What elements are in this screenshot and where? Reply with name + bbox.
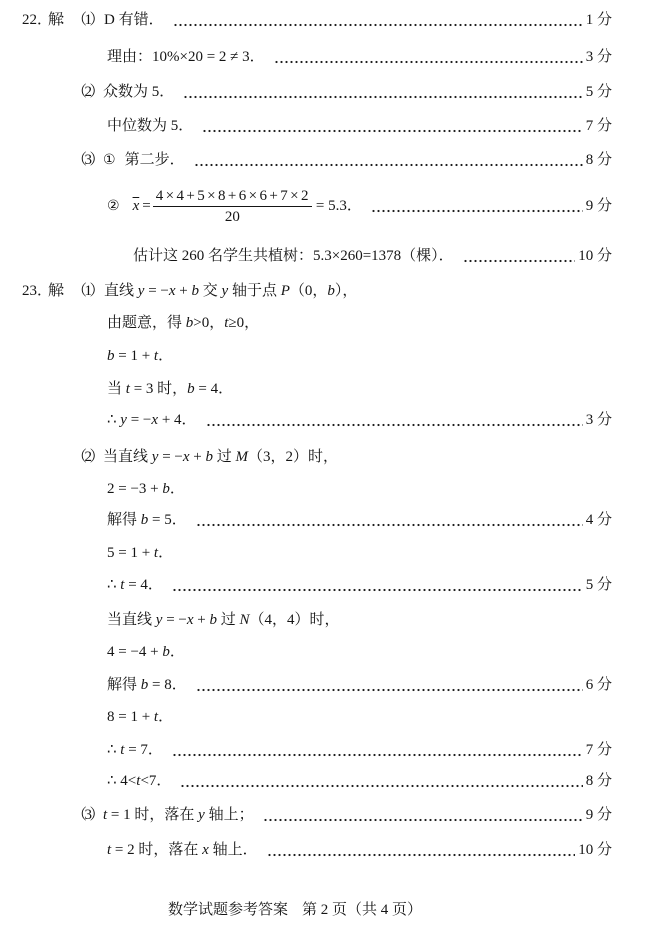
answer-text: b = 1 + t．: [107, 348, 174, 364]
dotted-leader: [183, 82, 582, 102]
part-label: （3）: [72, 152, 103, 168]
math-variable: b: [107, 348, 115, 364]
math-variable: y: [155, 612, 163, 628]
q23-part1-line-1: [22, 281, 612, 301]
q23-part2-line-2: [107, 479, 612, 499]
score-label: 9 分: [585, 198, 612, 214]
score-label: 8 分: [585, 773, 612, 789]
question-number: 23．: [22, 283, 53, 299]
fraction-denominator: 20: [224, 208, 240, 225]
math-variable: t: [153, 348, 159, 364]
math-variable: b: [327, 283, 335, 299]
math-variable: N: [239, 612, 250, 628]
math-variable: b: [185, 315, 194, 331]
math-variable: b: [191, 283, 199, 299]
score-label: 10 分: [578, 248, 612, 264]
score-label: 8 分: [585, 152, 612, 168]
part-label: （3）: [72, 807, 103, 823]
math-variable: x: [168, 283, 176, 299]
q23-part2-line-6: [107, 610, 612, 630]
math-variable: b: [205, 449, 213, 465]
page-number: 第 2 页（共 4 页）: [302, 902, 423, 918]
answer-text: ∴ y = −x + 4．: [107, 412, 197, 428]
math-variable: b: [140, 677, 149, 693]
mean-symbol: $\overline{x}$: [132, 198, 140, 214]
math-variable: P: [280, 283, 290, 299]
math-variable: b: [209, 612, 217, 628]
score-label: 7 分: [585, 742, 612, 758]
answer-text: 由题意，得 b>0，t≥0，: [107, 315, 260, 331]
q23-part3-line-1: [72, 805, 612, 825]
fraction-numerator: 4×4+5×8+6×6+7×2: [153, 187, 312, 207]
answer-text: 2 = −3 + b．: [107, 481, 185, 497]
equals-sign: =: [142, 198, 151, 214]
q22-part2-mode-line: [72, 82, 612, 102]
math-variable: y: [221, 283, 229, 299]
math-variable: b: [162, 481, 170, 497]
math-variable: t: [103, 807, 108, 823]
dotted-leader: [172, 575, 583, 595]
q23-part2-line-4: [107, 543, 612, 563]
score-label: 3 分: [585, 412, 612, 428]
q22-part3-step1-line: [72, 150, 612, 170]
q23-part2-line-10: [107, 740, 612, 760]
dotted-leader: [263, 805, 583, 825]
math-variable: t: [120, 577, 125, 593]
answer-text: 解得 b = 5．: [107, 512, 187, 528]
math-variable: t: [153, 709, 159, 725]
score-label: 9 分: [585, 807, 612, 823]
q23-part2-line-5: [107, 575, 612, 595]
answer-text: ∴ t = 4．: [107, 577, 163, 593]
fraction: [153, 187, 312, 226]
dotted-leader: [206, 410, 583, 430]
answer-text: 当 t = 3 时，b = 4．: [107, 381, 234, 397]
answer-text: 直线 y = −x + b 交 y 轴于点 P（0，b），: [104, 283, 358, 299]
answer-text: 估计这 260 名学生共植树：5.3×260=1378（棵）．: [133, 248, 454, 264]
circled-number: ②: [107, 198, 120, 214]
part-label: （2）: [72, 449, 103, 465]
dotted-leader: [196, 510, 583, 530]
part-label: （1）: [72, 12, 103, 28]
q23-part2-line-9: [107, 707, 612, 727]
dotted-leader: [202, 116, 582, 136]
math-variable: y: [137, 283, 145, 299]
answer-text: 4 = −4 + b．: [107, 644, 185, 660]
part-label: （2）: [72, 84, 103, 100]
math-variable: b: [162, 644, 170, 660]
math-variable: M: [235, 449, 249, 465]
answer-text: 5 = 1 + t．: [107, 545, 174, 561]
answer-text: 理由：10%×20 = 2 ≠ 3．: [107, 49, 265, 65]
q23-part1-line-2: [107, 313, 612, 333]
q22-part1-reason-line: [107, 47, 612, 67]
math-variable: t: [125, 381, 130, 397]
score-label: 5 分: [585, 577, 612, 593]
math-variable: y: [198, 807, 205, 823]
math-variable: x: [202, 842, 209, 858]
math-variable: x: [151, 412, 159, 428]
answer-text: D 有错．: [104, 12, 164, 28]
q23-part1-line-3: [107, 346, 612, 366]
score-label: 1 分: [585, 12, 612, 28]
score-label: 10 分: [578, 842, 612, 858]
solution-label: 解：: [48, 12, 71, 28]
dotted-leader: [180, 771, 582, 791]
dotted-leader: [196, 675, 583, 695]
result-text: = 5.3．: [315, 198, 362, 214]
math-variable: t: [224, 315, 229, 331]
q23-part2-line-8: [107, 675, 612, 695]
answer-text: 众数为 5．: [103, 84, 175, 100]
answer-text: 中位数为 5．: [107, 118, 194, 134]
answer-text: 8 = 1 + t．: [107, 709, 174, 725]
score-label: 3 分: [585, 49, 612, 65]
math-variable: y: [120, 412, 127, 428]
part-label: （1）: [72, 283, 103, 299]
footer-title: 数学试题参考答案: [168, 902, 289, 918]
dotted-leader: [267, 840, 576, 860]
question-number: 22．: [22, 12, 53, 28]
page-footer: [168, 900, 422, 920]
math-variable: t: [107, 842, 112, 858]
math-variable: x: [186, 612, 194, 628]
score-label: 4 分: [585, 512, 612, 528]
answer-text: t = 1 时，落在 y 轴上；: [103, 807, 254, 823]
q23-part2-line-1: [72, 447, 612, 467]
q23-part1-line-4: [107, 379, 612, 399]
math-variable: t: [136, 773, 141, 789]
answer-text: 当直线 y = −x + b 过 M（3，2）时，: [103, 449, 339, 465]
math-variable: b: [140, 512, 149, 528]
score-label: 7 分: [585, 118, 612, 134]
solution-label: 解：: [48, 283, 71, 299]
answer-text: t = 2 时，落在 x 轴上．: [107, 842, 258, 858]
math-variable: t: [153, 545, 159, 561]
dotted-leader: [274, 47, 583, 67]
math-variable: b: [187, 381, 195, 397]
math-variable: y: [151, 449, 159, 465]
dotted-leader: [194, 150, 583, 170]
q22-part3-estimate-line: [133, 246, 612, 266]
dotted-leader: [371, 196, 583, 216]
q22-part3-mean-line: [107, 186, 612, 226]
score-label: 6 分: [585, 677, 612, 693]
math-variable: x: [182, 449, 190, 465]
q23-part3-line-2: [107, 840, 612, 860]
answer-text: 第二步．: [124, 152, 185, 168]
dotted-leader: [463, 246, 576, 266]
answer-text: ∴ 4<t<7．: [107, 773, 172, 789]
circled-number: ①: [103, 152, 116, 168]
q22-part2-median-line: [107, 116, 612, 136]
answer-text: ∴ t = 7．: [107, 742, 163, 758]
dotted-leader: [173, 10, 583, 30]
answer-text: 当直线 y = −x + b 过 N（4，4）时，: [107, 612, 340, 628]
dotted-leader: [172, 740, 583, 760]
q23-part2-line-11: [107, 771, 612, 791]
q23-part2-line-7: [107, 642, 612, 662]
q22-part1-answer-line: [22, 10, 612, 30]
q23-part1-line-5: [107, 410, 612, 430]
math-variable: t: [120, 742, 125, 758]
q23-part2-line-3: [107, 510, 612, 530]
answer-text: 解得 b = 8．: [107, 677, 187, 693]
score-label: 5 分: [585, 84, 612, 100]
